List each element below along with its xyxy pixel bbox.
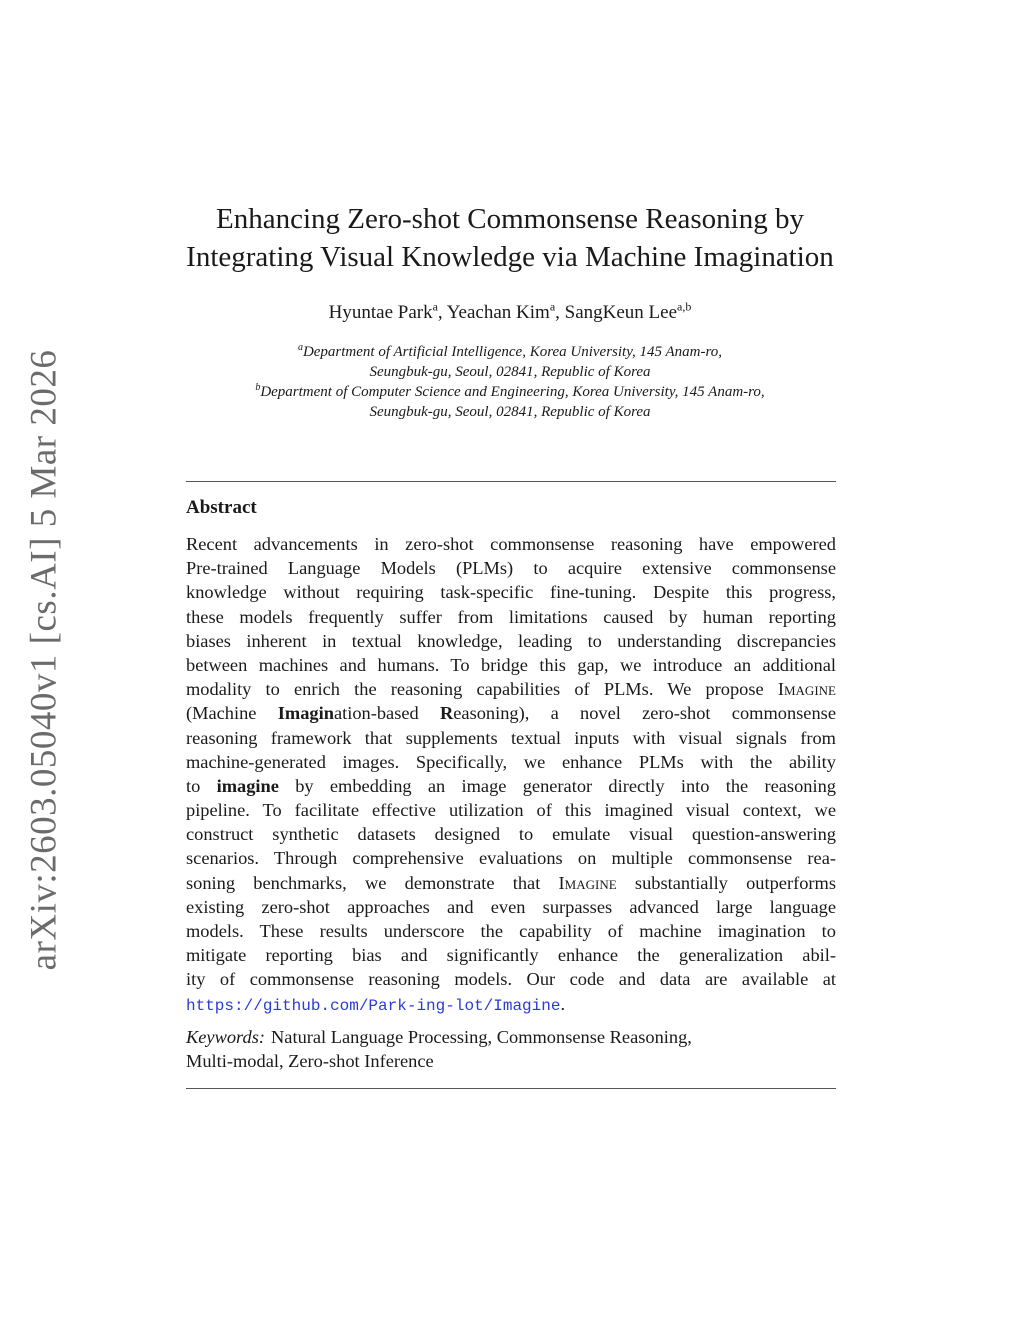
abstract-line: ity of commonsense reasoning models. Our code and data are available at xyxy=(186,969,836,990)
abstract-line: mitigate reporting bias and significantly enhance the generalization abil- xyxy=(186,945,836,966)
affiliation-a-line-1 xyxy=(160,342,860,362)
author-affiliation-mark: a xyxy=(432,299,438,314)
keywords xyxy=(186,1025,836,1073)
abstract-text: ation-based xyxy=(333,703,419,724)
abstract-line: pipeline. To facilitate effective utilization of this imagined visual context, we xyxy=(186,800,836,821)
abstract-text: easoning), a novel zero-shot commonsense xyxy=(453,703,836,724)
abstract-line xyxy=(186,677,836,701)
abstract-line: knowledge without requiring task-specific fine-tuning. Despite this progress, xyxy=(186,582,836,603)
abstract-line xyxy=(186,701,836,725)
abstract-line: biases inherent in textual knowledge, leading to understanding discrepancies xyxy=(186,630,836,651)
author-affiliation-mark: a,b xyxy=(677,299,692,314)
author-affiliation-mark: a xyxy=(549,299,556,314)
bottom-divider xyxy=(186,1088,836,1089)
keywords-label: Keywords: xyxy=(186,1027,266,1047)
abstract-text: soning benchmarks, we demonstrate that xyxy=(186,872,541,893)
emphasis-imagine: imagine xyxy=(216,775,279,796)
method-name: Imagine xyxy=(558,872,617,893)
abstract-line: Pre-trained Language Models (PLMs) to acquire extensive commonsense xyxy=(186,558,836,579)
method-name: Imagine xyxy=(777,679,836,700)
abstract-text: modality to enrich the reasoning capabilities of PLMs. We propose xyxy=(186,679,764,700)
keywords-line-2: Multi-modal, Zero-shot Inference xyxy=(186,1051,434,1072)
abstract-text: by embedding an image generator directly into the reasoning xyxy=(295,775,836,796)
top-divider xyxy=(186,481,836,482)
keywords-line-1 xyxy=(186,1025,836,1049)
arxiv-identifier: arXiv:2603.05040v1 [cs.AI] 5 Mar 2026 xyxy=(23,349,65,971)
abstract-body xyxy=(186,532,836,1016)
affiliation-text: Department of Artificial Intelligence, Korea University, 145 Anam-ro, xyxy=(302,344,723,360)
title-line-1: Enhancing Zero-shot Commonsense Reasoning by xyxy=(216,203,804,235)
abstract-line xyxy=(186,774,836,798)
affiliation-text: Department of Computer Science and Engineering, Korea University, 145 Anam-ro, xyxy=(260,384,765,400)
abstract-line: scenarios. Through comprehensive evaluations on multiple commonsense rea- xyxy=(186,848,836,869)
abstract-text: . xyxy=(560,993,566,1014)
abstract-line: Recent advancements in zero-shot commonsense reasoning have empowered xyxy=(186,534,836,554)
abstract-line xyxy=(186,992,836,1016)
code-repository-link[interactable]: https://github.com/Park-ing-lot/Imagine xyxy=(186,996,561,1015)
affiliation-b-line-2: Seungbuk-gu, Seoul, 02841, Republic of Korea xyxy=(369,404,651,420)
paper-title xyxy=(160,200,860,276)
author-list: Hyuntae Park$^a$, Yeachan Kim$^a$, SangKeun Lee$^{a,b}$ xyxy=(328,299,692,323)
title-line-2: Integrating Visual Knowledge via Machine Imagination xyxy=(186,241,834,273)
affiliations xyxy=(160,342,860,422)
affiliation-mark: a xyxy=(297,342,303,353)
abstract-line: machine-generated images. Specifically, we enhance PLMs with the ability xyxy=(186,751,836,772)
abstract-line: these models frequently suffer from limitations caused by human reporting xyxy=(186,606,836,627)
abstract-line xyxy=(186,871,836,895)
abstract-line: construct synthetic datasets designed to emulate visual question-answering xyxy=(186,824,836,845)
abstract-line: reasoning framework that supplements textual inputs with visual signals from xyxy=(186,727,836,748)
acronym-highlight: R xyxy=(439,703,454,724)
abstract-line: models. These results underscore the capability of machine imagination to xyxy=(186,921,836,941)
affiliation-a-line-2: Seungbuk-gu, Seoul, 02841, Republic of Korea xyxy=(369,364,651,380)
abstract-text: (Machine xyxy=(186,703,257,724)
abstract-text: to xyxy=(186,775,201,796)
keywords-text: Natural Language Processing, Commonsense Reasoning, xyxy=(271,1027,692,1047)
abstract-heading: Abstract xyxy=(186,497,257,518)
author-name: Hyuntae Park xyxy=(328,302,433,323)
author-name: Yeachan Kim xyxy=(446,302,550,323)
abstract-line: existing zero-shot approaches and even surpasses advanced large language xyxy=(186,896,836,917)
author-name: SangKeun Lee xyxy=(564,302,678,323)
acronym-highlight: Imagin xyxy=(277,703,334,724)
abstract-line: between machines and humans. To bridge this gap, we introduce an additional xyxy=(186,654,836,675)
abstract-text: substantially outperforms xyxy=(634,872,836,893)
affiliation-b-line-1 xyxy=(160,382,860,402)
affiliation-mark: b xyxy=(255,382,261,393)
